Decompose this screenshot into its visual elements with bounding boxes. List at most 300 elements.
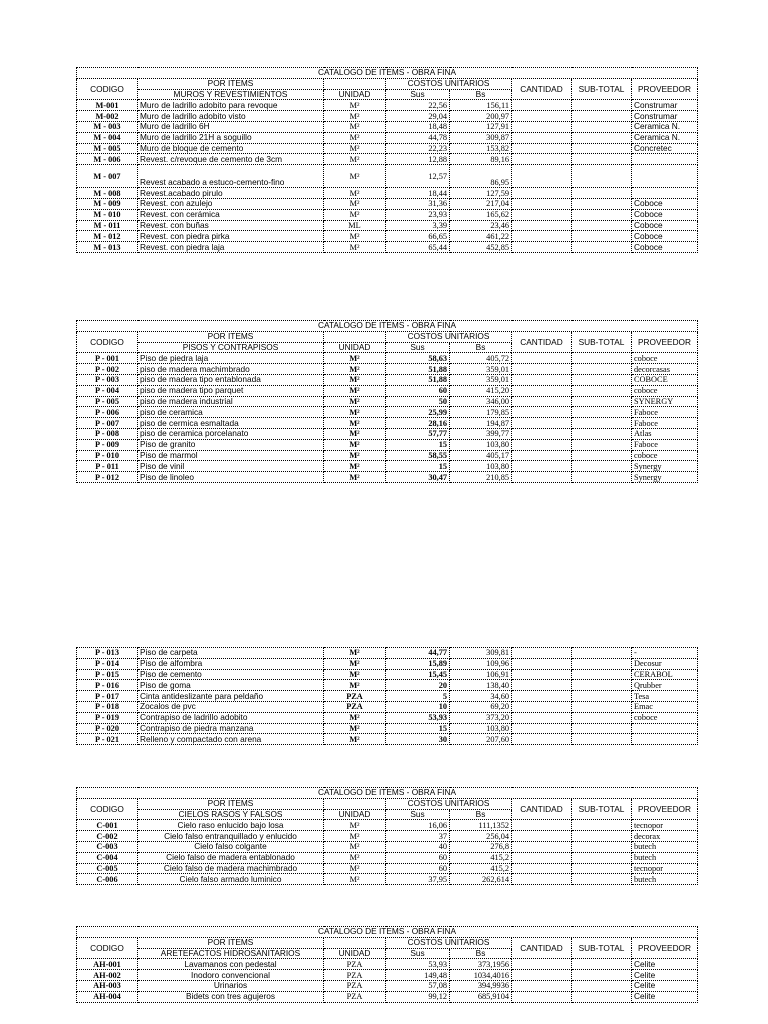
item-code: AH-002 (77, 970, 138, 981)
item-description: Cielo falso de madera entablonado (138, 852, 324, 863)
item-subtotal (572, 669, 632, 680)
item-code: P - 002 (77, 364, 138, 375)
item-subtotal (572, 970, 632, 981)
item-unit: M² (324, 852, 386, 863)
item-quantity (512, 461, 572, 472)
item-cost-bs: 399,77 (450, 428, 512, 439)
item-unit: M² (324, 407, 386, 418)
item-code: M - 003 (77, 121, 138, 132)
item-supplier: tecnopor (632, 863, 698, 874)
item-subtotal (572, 428, 632, 439)
item-subtotal (572, 723, 632, 734)
item-code: M - 008 (77, 188, 138, 199)
table-row (77, 461, 698, 472)
item-subtotal (572, 100, 632, 111)
item-quantity (512, 680, 572, 691)
item-subtotal (572, 450, 632, 461)
col-unidad: UNIDAD (324, 89, 386, 100)
item-quantity (512, 364, 572, 375)
item-subtotal (572, 831, 632, 842)
item-description: Piso de carpeta (138, 648, 324, 659)
item-subtotal (572, 852, 632, 863)
col-codigo: CODIGO (77, 331, 138, 353)
col-codigo: CODIGO (77, 798, 138, 820)
item-code: P - 015 (77, 669, 138, 680)
item-description: Muro de bloque de cemento (138, 143, 324, 154)
item-description: piso de madera machimbrado (138, 364, 324, 375)
col-unidad: UNIDAD (324, 809, 386, 820)
item-description: Revest. con piedra pirka (138, 231, 324, 242)
col-costos-unitarios: COSTOS UNITARIOS (386, 78, 512, 89)
item-description: Revest. con cerámica (138, 209, 324, 220)
item-description: Revest acabado a estuco-cemento-fino (138, 165, 324, 188)
item-quantity (512, 353, 572, 364)
col-sus: Sus (386, 948, 450, 959)
item-quantity (512, 874, 572, 885)
item-description: Zocalos de pvc (138, 701, 324, 712)
item-unit: PZA (324, 701, 386, 712)
item-description: piso de cermica esmaltada (138, 418, 324, 429)
item-quantity (512, 198, 572, 209)
item-subtotal (572, 385, 632, 396)
table-row (77, 165, 698, 188)
col-por-items: POR ITEMS (138, 937, 324, 948)
item-cost-bs: 138,40 (450, 680, 512, 691)
item-quantity (512, 669, 572, 680)
item-supplier: decorcasas (632, 364, 698, 375)
col-cantidad: CANTIDAD (512, 78, 572, 100)
item-code: AH-001 (77, 959, 138, 970)
item-cost-bs: 103,80 (450, 461, 512, 472)
item-cost-bs: 394,9936 (450, 980, 512, 991)
col-por-items: POR ITEMS (138, 78, 324, 89)
item-code: C-004 (77, 852, 138, 863)
item-cost-sus: 30 (386, 734, 450, 745)
item-quantity (512, 863, 572, 874)
item-description: Muro de ladrillo adobito visto (138, 111, 324, 122)
item-subtotal (572, 959, 632, 970)
item-unit: PZA (324, 970, 386, 981)
item-supplier: - (632, 648, 698, 659)
item-unit: M² (324, 209, 386, 220)
table-row (77, 439, 698, 450)
item-quantity (512, 852, 572, 863)
item-code: P - 003 (77, 374, 138, 385)
item-supplier (632, 723, 698, 734)
item-unit: PZA (324, 980, 386, 991)
item-code: P - 005 (77, 396, 138, 407)
item-unit: M² (324, 841, 386, 852)
item-description: Cielo falso armado luminico (138, 874, 324, 885)
item-unit: M² (324, 472, 386, 483)
item-description: Urinarios (138, 980, 324, 991)
item-supplier: Ceramica N. (632, 121, 698, 132)
table-row (77, 712, 698, 723)
item-quantity (512, 980, 572, 991)
item-cost-bs: 256,04 (450, 831, 512, 842)
item-quantity (512, 648, 572, 659)
item-code: C-002 (77, 831, 138, 842)
item-cost-sus: 18,44 (386, 188, 450, 199)
item-cost-bs: 415,2 (450, 863, 512, 874)
item-unit: M² (324, 863, 386, 874)
item-description: Piso de goma (138, 680, 324, 691)
item-supplier: tecnopor (632, 820, 698, 831)
item-supplier: Faboce (632, 439, 698, 450)
catalog-table-muros (76, 67, 698, 253)
item-cost-sus: 66,65 (386, 231, 450, 242)
item-subtotal (572, 242, 632, 253)
item-cost-sus: 23,93 (386, 209, 450, 220)
item-quantity (512, 712, 572, 723)
item-subtotal (572, 648, 632, 659)
item-supplier: butech (632, 874, 698, 885)
col-codigo: CODIGO (77, 78, 138, 100)
item-cost-bs: 309,81 (450, 648, 512, 659)
item-cost-bs: 86,95 (450, 165, 512, 188)
item-cost-bs: 103,80 (450, 723, 512, 734)
item-subtotal (572, 680, 632, 691)
item-subtotal (572, 418, 632, 429)
table-row (77, 154, 698, 165)
item-unit: PZA (324, 959, 386, 970)
item-description: Piso de linoleo (138, 472, 324, 483)
item-cost-bs: 1034,4016 (450, 970, 512, 981)
item-supplier (632, 734, 698, 745)
item-subtotal (572, 231, 632, 242)
item-supplier: Celite (632, 980, 698, 991)
item-supplier: Decosur (632, 658, 698, 669)
item-unit: M² (324, 648, 386, 659)
catalog-title: CATALOGO DE ITEMS - OBRA FINA (77, 927, 698, 938)
table-row (77, 100, 698, 111)
item-quantity (512, 841, 572, 852)
item-description: Bidets con tres agujeros (138, 991, 324, 1002)
item-quantity (512, 831, 572, 842)
item-cost-bs: 69,20 (450, 701, 512, 712)
item-cost-sus: 58,55 (386, 450, 450, 461)
item-supplier: Construmar (632, 100, 698, 111)
item-subtotal (572, 658, 632, 669)
item-code: P - 012 (77, 472, 138, 483)
item-supplier: decorax (632, 831, 698, 842)
item-supplier: Coboce (632, 209, 698, 220)
item-description: piso de madera tipo entablonada (138, 374, 324, 385)
item-subtotal (572, 154, 632, 165)
item-code: P - 001 (77, 353, 138, 364)
item-quantity (512, 959, 572, 970)
table-row (77, 658, 698, 669)
table-row (77, 991, 698, 1002)
item-supplier: Synergy (632, 461, 698, 472)
table-row (77, 852, 698, 863)
item-quantity (512, 820, 572, 831)
item-unit: M² (324, 121, 386, 132)
item-cost-sus: 30,47 (386, 472, 450, 483)
table-row (77, 691, 698, 702)
item-code: P - 019 (77, 712, 138, 723)
item-cost-bs: 276,8 (450, 841, 512, 852)
item-cost-sus: 44,78 (386, 132, 450, 143)
item-cost-bs: 359,01 (450, 364, 512, 375)
item-subtotal (572, 407, 632, 418)
item-cost-bs: 210,85 (450, 472, 512, 483)
section-category: CIELOS RASOS Y FALSOS (138, 809, 324, 820)
item-subtotal (572, 874, 632, 885)
item-quantity (512, 991, 572, 1002)
item-subtotal (572, 863, 632, 874)
item-description: Revest. c/revoque de cemento de 3cm (138, 154, 324, 165)
section-category: PISOS Y CONTRAPISOS (138, 342, 324, 353)
item-description: Contrapiso de piedra manzana (138, 723, 324, 734)
item-quantity (512, 209, 572, 220)
item-supplier: Coboce (632, 231, 698, 242)
item-subtotal (572, 472, 632, 483)
item-unit: M² (324, 242, 386, 253)
item-subtotal (572, 209, 632, 220)
item-quantity (512, 188, 572, 199)
item-description: Muro de ladrillo 6H (138, 121, 324, 132)
table-row (77, 188, 698, 199)
col-por-items: POR ITEMS (138, 798, 324, 809)
item-code: M - 009 (77, 198, 138, 209)
item-cost-sus: 53,93 (386, 959, 450, 970)
item-cost-sus: 40 (386, 841, 450, 852)
item-cost-sus: 15 (386, 461, 450, 472)
table-row (77, 428, 698, 439)
item-cost-sus: 10 (386, 701, 450, 712)
item-unit: PZA (324, 691, 386, 702)
item-cost-sus: 37,95 (386, 874, 450, 885)
item-supplier: Tesa (632, 691, 698, 702)
item-supplier: Qrubber (632, 680, 698, 691)
item-quantity (512, 111, 572, 122)
item-cost-bs: 373,20 (450, 712, 512, 723)
item-unit: M² (324, 396, 386, 407)
item-quantity (512, 220, 572, 231)
item-unit: M² (324, 111, 386, 122)
item-cost-bs: 461,22 (450, 231, 512, 242)
item-quantity (512, 734, 572, 745)
item-description: Cielo raso enlucido bajo losa (138, 820, 324, 831)
item-cost-sus: 60 (386, 852, 450, 863)
table-row (77, 396, 698, 407)
item-cost-sus: 50 (386, 396, 450, 407)
col-unidad: UNIDAD (324, 948, 386, 959)
col-codigo: CODIGO (77, 937, 138, 959)
item-cost-bs: 685,9104 (450, 991, 512, 1002)
col-subtotal: SUB-TOTAL (572, 798, 632, 820)
item-unit: ML (324, 220, 386, 231)
item-code: P - 010 (77, 450, 138, 461)
item-unit: M² (324, 439, 386, 450)
item-supplier: Faboce (632, 418, 698, 429)
col-subtotal: SUB-TOTAL (572, 331, 632, 353)
item-subtotal (572, 980, 632, 991)
item-cost-sus: 29,04 (386, 111, 450, 122)
item-cost-bs: 103,80 (450, 439, 512, 450)
item-cost-sus: 99,12 (386, 991, 450, 1002)
table-row (77, 701, 698, 712)
item-quantity (512, 691, 572, 702)
item-subtotal (572, 712, 632, 723)
item-code: C-001 (77, 820, 138, 831)
item-cost-bs: 179,85 (450, 407, 512, 418)
item-description: Cielo falso colgante (138, 841, 324, 852)
table-row (77, 874, 698, 885)
catalog-title: CATALOGO DE ITEMS - OBRA FINA (77, 321, 698, 332)
item-quantity (512, 970, 572, 981)
item-unit: M² (324, 723, 386, 734)
item-code: M - 007 (77, 165, 138, 188)
item-description: piso de madera tipo parquet (138, 385, 324, 396)
item-cost-bs: 89,16 (450, 154, 512, 165)
item-supplier (632, 154, 698, 165)
item-cost-sus: 57,77 (386, 428, 450, 439)
item-supplier: Concretec (632, 143, 698, 154)
table-row (77, 364, 698, 375)
item-unit: M² (324, 734, 386, 745)
item-cost-bs: 452,85 (450, 242, 512, 253)
table-row (77, 111, 698, 122)
item-supplier: Celite (632, 959, 698, 970)
item-unit: M² (324, 374, 386, 385)
item-supplier: Synergy (632, 472, 698, 483)
item-subtotal (572, 841, 632, 852)
item-code: C-005 (77, 863, 138, 874)
item-description: Piso de cemento (138, 669, 324, 680)
item-subtotal (572, 143, 632, 154)
item-code: P - 006 (77, 407, 138, 418)
item-cost-bs: 194,87 (450, 418, 512, 429)
item-quantity (512, 472, 572, 483)
item-description: Revest. con piedra laja (138, 242, 324, 253)
table-row (77, 407, 698, 418)
item-unit: M² (324, 132, 386, 143)
table-row (77, 143, 698, 154)
catalog-table-pisos-continued (76, 647, 698, 745)
table-row (77, 863, 698, 874)
item-code: P - 009 (77, 439, 138, 450)
col-bs: Bs (450, 809, 512, 820)
item-subtotal (572, 220, 632, 231)
item-cost-sus: 25,99 (386, 407, 450, 418)
catalog-table-cielos (76, 787, 698, 885)
item-supplier (632, 188, 698, 199)
item-cost-bs: 111,1352 (450, 820, 512, 831)
catalog-title: CATALOGO DE ITEMS - OBRA FINA (77, 68, 698, 79)
item-supplier: coboce (632, 353, 698, 364)
item-cost-sus: 12,57 (386, 165, 450, 188)
item-description: Cinta antideslizante para peldaño (138, 691, 324, 702)
col-costos-unitarios: COSTOS UNITARIOS (386, 331, 512, 342)
col-cantidad: CANTIDAD (512, 798, 572, 820)
item-quantity (512, 439, 572, 450)
item-unit: PZA (324, 991, 386, 1002)
item-cost-sus: 60 (386, 863, 450, 874)
item-unit: M² (324, 231, 386, 242)
item-unit: M² (324, 831, 386, 842)
item-cost-sus: 3,39 (386, 220, 450, 231)
item-quantity (512, 428, 572, 439)
item-supplier: butech (632, 852, 698, 863)
item-subtotal (572, 188, 632, 199)
catalog-table-pisos (76, 320, 698, 483)
item-subtotal (572, 374, 632, 385)
item-cost-sus: 18,48 (386, 121, 450, 132)
item-description: Piso de marmol (138, 450, 324, 461)
item-quantity (512, 154, 572, 165)
item-code: M - 013 (77, 242, 138, 253)
item-cost-bs: 405,17 (450, 450, 512, 461)
item-subtotal (572, 132, 632, 143)
item-unit: M² (324, 154, 386, 165)
item-code: M - 012 (77, 231, 138, 242)
item-cost-sus: 22,23 (386, 143, 450, 154)
item-description: Piso de alfombra (138, 658, 324, 669)
item-quantity (512, 385, 572, 396)
section-category: ARETEFACTOS HIDROSANITARIOS (138, 948, 324, 959)
table-row (77, 353, 698, 364)
item-quantity (512, 100, 572, 111)
table-row (77, 648, 698, 659)
item-cost-bs: 200,97 (450, 111, 512, 122)
item-supplier: coboce (632, 385, 698, 396)
catalog-table-artefactos (76, 926, 698, 1003)
item-supplier: Construmar (632, 111, 698, 122)
table-row (77, 841, 698, 852)
item-cost-bs: 106,91 (450, 669, 512, 680)
item-code: P - 020 (77, 723, 138, 734)
item-code: P - 004 (77, 385, 138, 396)
item-cost-sus: 22,56 (386, 100, 450, 111)
item-supplier: SYNERGY (632, 396, 698, 407)
item-cost-sus: 15,45 (386, 669, 450, 680)
item-quantity (512, 374, 572, 385)
item-quantity (512, 723, 572, 734)
item-cost-sus: 57,08 (386, 980, 450, 991)
item-cost-bs: 165,62 (450, 209, 512, 220)
item-quantity (512, 143, 572, 154)
item-subtotal (572, 701, 632, 712)
item-cost-sus: 53,93 (386, 712, 450, 723)
table-row (77, 209, 698, 220)
item-cost-sus: 37 (386, 831, 450, 842)
col-subtotal: SUB-TOTAL (572, 78, 632, 100)
item-description: piso de ceramica (138, 407, 324, 418)
item-supplier: Celite (632, 970, 698, 981)
item-quantity (512, 658, 572, 669)
col-costos-unitarios: COSTOS UNITARIOS (386, 798, 512, 809)
item-code: M - 011 (77, 220, 138, 231)
item-description: Piso de vinil (138, 461, 324, 472)
item-description: Piso de granito (138, 439, 324, 450)
table-row (77, 121, 698, 132)
item-cost-sus: 149,48 (386, 970, 450, 981)
item-subtotal (572, 991, 632, 1002)
item-cost-bs: 23,46 (450, 220, 512, 231)
item-description: Revest.acabado pirulo (138, 188, 324, 199)
item-supplier: Coboce (632, 220, 698, 231)
item-quantity (512, 121, 572, 132)
table-row (77, 242, 698, 253)
item-supplier: Ceramica N. (632, 132, 698, 143)
table-row (77, 723, 698, 734)
item-description: piso de madera industrial (138, 396, 324, 407)
item-description: Lavamanos con pedestal (138, 959, 324, 970)
table-row (77, 970, 698, 981)
item-unit: M² (324, 428, 386, 439)
